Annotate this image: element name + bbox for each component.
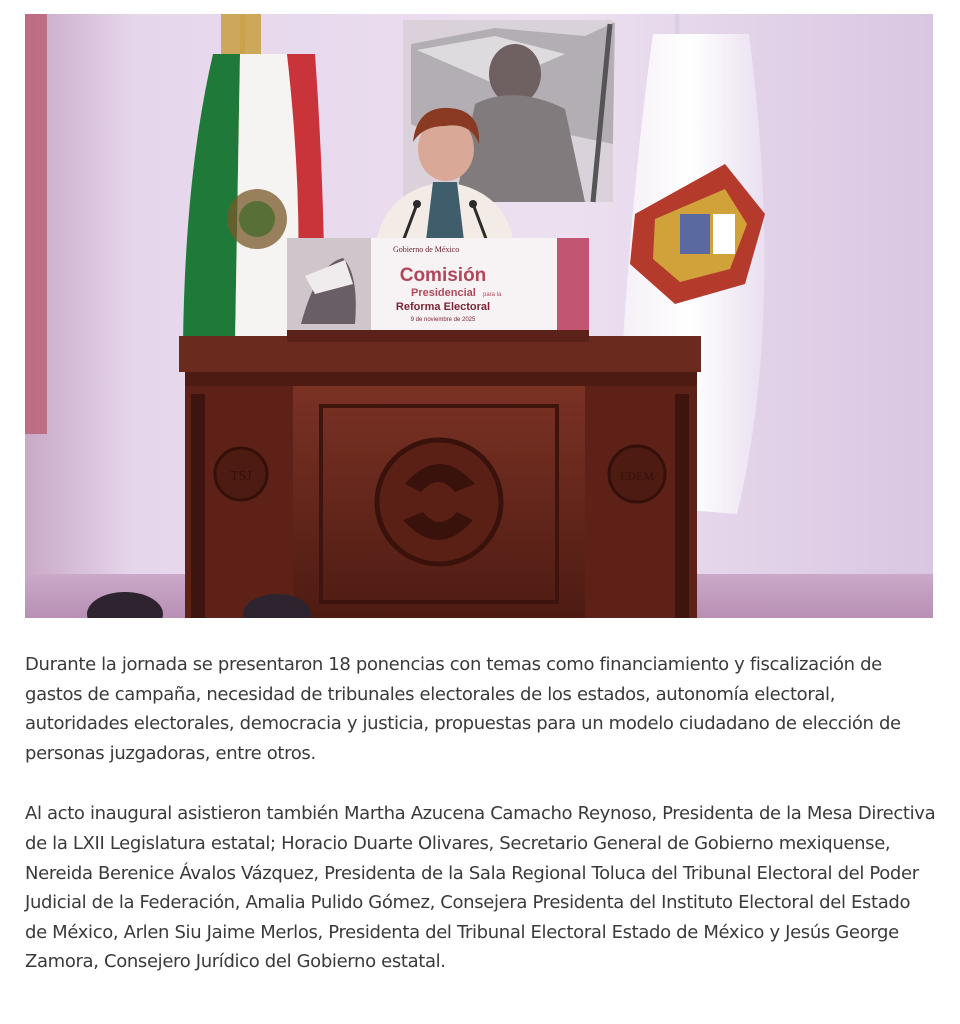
sign-title-2: Presidencial	[411, 287, 476, 299]
sign-brand: Gobierno de México	[393, 245, 460, 254]
sign-title-small: para la	[483, 292, 502, 298]
paragraph: Durante la jornada se presentaron 18 ponencias con temas como financiamiento y fiscalización de gastos de campaña, necesidad de tribunales electorales de los estados, autonomía electoral, autoridades electorales, democracia y justicia, propuestas para un modelo ciudadano de elección de personas juzgadoras, entre otros.	[25, 654, 901, 764]
svg-text:TSJ: TSJ	[230, 469, 252, 484]
sign-date: 9 de noviembre de 2025	[410, 317, 476, 323]
article-photo	[25, 14, 933, 618]
podium-sign	[287, 238, 589, 334]
paragraph: Al acto inaugural asistieron también Martha Azucena Camacho Reynoso, Presidenta de la Mesa Directiva de la LXII Legislatura estatal; Horacio Duarte Olivares, Secretario General de Gobierno mexiquense, Nereida Berenice Ávalos Vázquez, Presidenta de la Sala Regional Toluca del Tribunal Electoral del Poder Judicial de la Federación, Amalia Pulido Gómez, Consejera Presidenta del Instituto Electoral del Estado de México, Arlen Siu Jaime Merlos, Presidenta del Tribunal Electoral Estado de México y Jesús George Zamora, Consejero Jurídico del Gobierno estatal.	[25, 803, 936, 973]
podium-scene-illustration	[25, 14, 933, 618]
wooden-podium	[179, 330, 701, 618]
sign-title-3: Reforma Electoral	[395, 301, 491, 313]
podium-emblem-center	[377, 440, 501, 564]
sign-title-1: Comisión	[399, 265, 487, 286]
article-body	[25, 650, 937, 977]
svg-text:EDEM: EDEM	[620, 469, 654, 483]
